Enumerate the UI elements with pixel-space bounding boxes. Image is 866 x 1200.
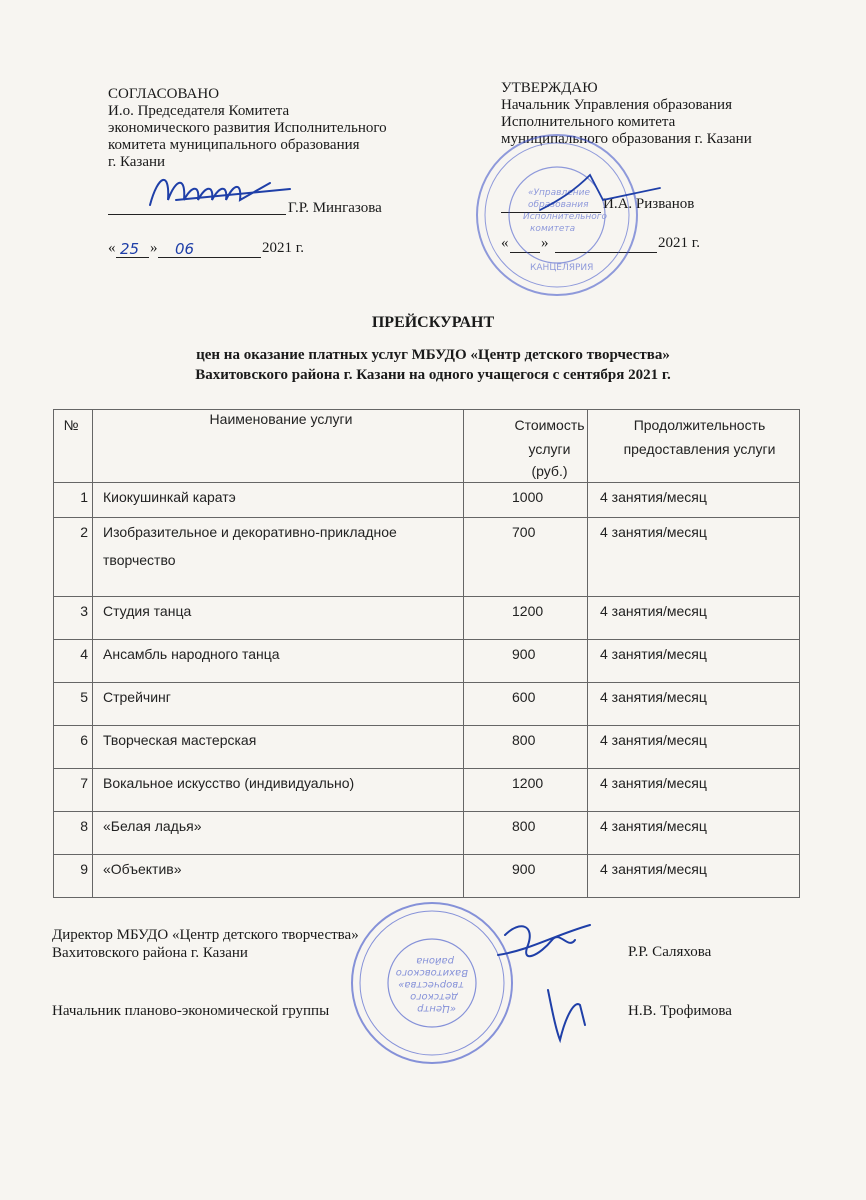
row-price: 900 bbox=[464, 855, 588, 898]
svg-text:Исполнительного: Исполнительного bbox=[523, 212, 608, 222]
header-name: Наименование услуги bbox=[93, 410, 464, 483]
handwritten-signature-planning-icon bbox=[548, 990, 585, 1040]
row-price: 600 bbox=[464, 683, 588, 726]
row-num: 8 bbox=[54, 812, 93, 855]
date-day-line-left bbox=[116, 257, 149, 258]
approval-right-line: Исполнительного комитета bbox=[501, 114, 676, 130]
row-num: 9 bbox=[54, 855, 93, 898]
approval-right bbox=[501, 80, 752, 148]
date-day-line-right bbox=[510, 252, 540, 253]
row-duration: 4 занятия/месяц bbox=[588, 855, 800, 898]
table-row bbox=[54, 855, 800, 898]
row-duration: 4 занятия/месяц bbox=[588, 812, 800, 855]
row-duration: 4 занятия/месяц bbox=[588, 518, 800, 597]
row-price: 1000 bbox=[464, 483, 588, 518]
approval-left bbox=[108, 86, 387, 171]
row-num: 4 bbox=[54, 640, 93, 683]
approval-left-line: экономического развития Исполнительного bbox=[108, 120, 387, 136]
row-num: 3 bbox=[54, 597, 93, 640]
header-price: Стоимость услуги (руб.) bbox=[464, 410, 588, 483]
price-table bbox=[53, 409, 800, 898]
row-num: 2 bbox=[54, 518, 93, 597]
svg-text:творчества»: творчества» bbox=[398, 979, 464, 990]
approval-right-date-open-quote: « bbox=[501, 235, 509, 251]
row-price: 900 bbox=[464, 640, 588, 683]
date-month-line-left bbox=[158, 257, 261, 258]
row-duration: 4 занятия/месяц bbox=[588, 483, 800, 518]
row-num: 7 bbox=[54, 769, 93, 812]
svg-text:КАНЦЕЛЯРИЯ: КАНЦЕЛЯРИЯ bbox=[530, 263, 594, 273]
row-duration: 4 занятия/месяц bbox=[588, 597, 800, 640]
approval-left-signer: Г.Р. Мингазова bbox=[288, 200, 382, 216]
round-stamp-icon bbox=[352, 903, 512, 1063]
handwritten-signature-director-icon bbox=[498, 925, 590, 956]
svg-text:образования: образования bbox=[528, 200, 589, 210]
row-price: 800 bbox=[464, 812, 588, 855]
row-name: Творческая мастерская bbox=[93, 726, 464, 769]
page-title: ПРЕЙСКУРАНТ bbox=[371, 314, 495, 331]
row-duration: 4 занятия/месяц bbox=[588, 683, 800, 726]
row-name: «Объектив» bbox=[93, 855, 464, 898]
approval-right-signer: И.А. Ризванов bbox=[603, 196, 695, 212]
table-row bbox=[54, 518, 800, 597]
row-num: 6 bbox=[54, 726, 93, 769]
svg-text:«Центр: «Центр bbox=[417, 1003, 456, 1014]
row-duration: 4 занятия/месяц bbox=[588, 640, 800, 683]
approval-right-line: Начальник Управления образования bbox=[501, 97, 732, 113]
approval-right-heading: УТВЕРЖДАЮ bbox=[501, 80, 598, 96]
approval-left-date-close-quote: » bbox=[150, 240, 158, 256]
svg-text:Вахитовского: Вахитовского bbox=[395, 967, 468, 978]
svg-text:«Управление: «Управление bbox=[528, 188, 591, 198]
page-subtitle: цен на оказание платных услуг МБУДО «Центр детского творчества» bbox=[196, 347, 670, 363]
approval-right-date-year: 2021 г. bbox=[658, 235, 700, 251]
planning-name: Н.В. Трофимова bbox=[628, 1003, 732, 1019]
approval-left-line: комитета муниципального образования bbox=[108, 137, 360, 153]
signature-line-right bbox=[501, 212, 601, 213]
director-title: Директор МБУДО «Центр детского творчества» bbox=[52, 927, 359, 943]
svg-text:комитета: комитета bbox=[530, 224, 576, 234]
page-subtitle: Вахитовского района г. Казани на одного учащегося с сентября 2021 г. bbox=[195, 367, 671, 383]
row-name: «Белая ладья» bbox=[93, 812, 464, 855]
approval-left-date-month: 06 bbox=[175, 240, 195, 258]
row-name: Ансамбль народного танца bbox=[93, 640, 464, 683]
row-price: 1200 bbox=[464, 769, 588, 812]
table-header-row bbox=[54, 410, 800, 483]
approval-left-date-open-quote: « bbox=[108, 240, 116, 256]
date-month-line-right bbox=[555, 252, 657, 253]
approval-left-line: И.о. Председателя Комитета bbox=[108, 103, 290, 119]
header-num: № bbox=[54, 410, 93, 483]
row-price: 800 bbox=[464, 726, 588, 769]
row-name: Киокушинкай каратэ bbox=[93, 483, 464, 518]
svg-text:детского: детского bbox=[410, 991, 458, 1002]
row-duration: 4 занятия/месяц bbox=[588, 726, 800, 769]
row-price: 700 bbox=[464, 518, 588, 597]
header-duration: Продолжительность предоставления услуги bbox=[588, 410, 800, 483]
row-name: Вокальное искусство (индивидуально) bbox=[93, 769, 464, 812]
approval-left-line: г. Казани bbox=[108, 154, 166, 170]
approval-right-line: муниципального образования г. Казани bbox=[501, 131, 752, 147]
row-num: 5 bbox=[54, 683, 93, 726]
row-num: 1 bbox=[54, 483, 93, 518]
director-block bbox=[52, 926, 359, 962]
approval-left-heading: СОГЛАСОВАНО bbox=[108, 86, 220, 102]
handwritten-signature-left-icon bbox=[150, 180, 290, 205]
row-name: Изобразительное и декоративно-прикладное творчество bbox=[93, 518, 464, 597]
director-district: Вахитовского района г. Казани bbox=[52, 945, 248, 961]
planning-title: Начальник планово-экономической группы bbox=[52, 1003, 330, 1019]
approval-right-date-close-quote: » bbox=[541, 235, 549, 251]
row-name: Стрейчинг bbox=[93, 683, 464, 726]
signature-line-left bbox=[108, 214, 286, 215]
row-name: Студия танца bbox=[93, 597, 464, 640]
round-stamp-icon bbox=[477, 135, 637, 295]
row-duration: 4 занятия/месяц bbox=[588, 769, 800, 812]
director-name: Р.Р. Саляхова bbox=[628, 944, 712, 960]
svg-text:района: района bbox=[416, 955, 454, 966]
row-price: 1200 bbox=[464, 597, 588, 640]
approval-left-date-day: 25 bbox=[120, 240, 140, 258]
approval-left-date-year: 2021 г. bbox=[262, 240, 304, 256]
